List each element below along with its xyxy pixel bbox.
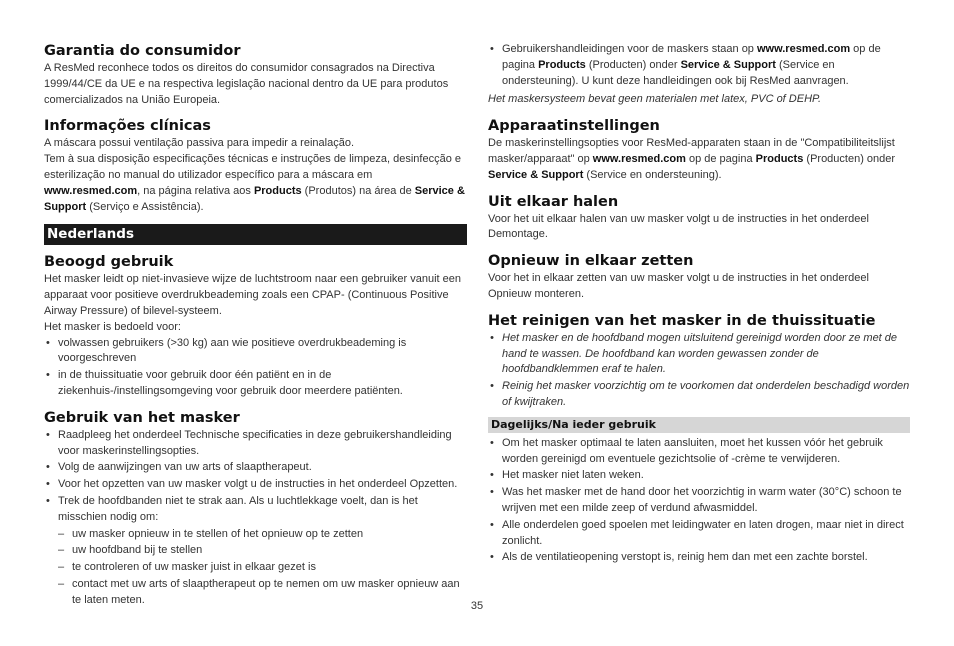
list-item: – uw hoofdband bij te stellen	[58, 544, 203, 557]
service-label: Service & Support	[680, 58, 776, 71]
products-label: Products	[253, 184, 302, 197]
heading-gebruik: Gebruik van het masker	[44, 409, 240, 426]
reinigen-list	[488, 436, 910, 566]
products-label: Products	[538, 58, 586, 71]
gebruik-list	[44, 428, 467, 526]
latex-note: Het maskersysteem bevat geen materialen met latex, PVC of DEHP.	[488, 93, 821, 106]
right-column	[488, 42, 910, 575]
list-item: • Het masker niet laten weken.	[490, 469, 644, 482]
reinigen-notes	[488, 331, 910, 411]
section-clinicas	[44, 117, 467, 215]
garantia-text: A ResMed reconhece todos os direitos do consumidor consagrados na Directiva 1999/44/CE da UE e na respectiva legislação nacional dentro da UE para produtos comercializados na União Europeia.	[44, 62, 449, 106]
left-column	[44, 42, 467, 618]
language-banner: Nederlands	[44, 224, 467, 245]
uitelkaar-text: Voor het uit elkaar halen van uw masker volgt u de instructies in het onderdeel Demontage.	[488, 212, 869, 241]
heading-opnieuw: Opnieuw in elkaar zetten	[488, 253, 694, 270]
section-opnieuw	[488, 252, 910, 303]
list-item: • Volg de aanwijzingen van uw arts of slaaptherapeut.	[46, 461, 312, 474]
list-item: • Reinig het masker voorzichtig om te voorkomen dat onderdelen beschadigd worden of kwijtraken.	[490, 380, 910, 408]
service-label: Service & Support	[44, 184, 465, 213]
list-item: • Voor het opzetten van uw masker volgt u de instructies in het onderdeel Opzetten.	[46, 478, 458, 491]
heading-clinicas: Informações clínicas	[44, 118, 211, 135]
list-item: • Raadpleeg het onderdeel Technische specificaties in deze gebruikershandleiding voor maskerinstellingsopties.	[46, 428, 452, 457]
heading-uitelkaar: Uit elkaar halen	[488, 193, 619, 210]
section-garantia	[44, 42, 467, 108]
daily-subheading: Dagelijks/Na ieder gebruik	[488, 417, 910, 433]
section-beoogd	[44, 253, 467, 399]
section-uitelkaar	[488, 193, 910, 244]
beoogd-intro: Het masker is bedoeld voor:	[44, 320, 181, 333]
heading-beoogd: Beoogd gebruik	[44, 254, 174, 271]
list-item: • Alle onderdelen goed spoelen met leidingwater en laten drogen, maar niet in direct zonlicht.	[490, 518, 904, 547]
gebruik-sublist	[44, 527, 467, 609]
apparaat-text: De maskerinstellingsopties voor ResMed-apparaten staan in de "Compatibiliteitslijst masker/apparaat" op www.resmed.com op de pagina Products (Producten) onder Service & Support (Service en ondersteuning).	[488, 137, 896, 181]
heading-apparaat: Apparaatinstellingen	[488, 118, 660, 135]
section-handleidingen	[488, 42, 910, 108]
beoogd-list	[44, 336, 467, 400]
list-item: • Om het masker optimaal te laten aansluiten, moet het kussen vóór het gebruik worden gereinigd om eventuele gezichtsolie of -crème te verwijderen.	[490, 436, 883, 465]
list-item: • Trek de hoofdbanden niet te strak aan. Als u luchtlekkage voelt, dan is het misschien nodig om:	[46, 494, 418, 523]
list-item: • Was het masker met de hand door het voorzichtig in warm water (30°C) schoon te wrijven met een milde zeep of verdund afwasmiddel.	[490, 486, 902, 514]
heading-garantia: Garantia do consumidor	[44, 43, 241, 59]
section-reinigen	[488, 312, 910, 566]
list-item: • in de thuissituatie voor gebruik door één patiënt en in de ziekenhuis-/instellingsomgeving voor gebruik door meerdere patiënten.	[46, 369, 403, 397]
page-number: 35	[470, 600, 484, 612]
list-item: • Gebruikershandleidingen voor de maskers staan op www.resmed.com op de pagina Products (Producten) onder Service & Support (Service en ondersteuning). U kunt deze handleidingen ook bij ResMed aanvragen.	[490, 43, 881, 87]
beoogd-text: Het masker leidt op niet-invasieve wijze de luchtstroom naar een gebruiker vanuit een apparaat voor positieve overdrukbeademing zoals een CPAP- (Continuous Positive Airway Pressure) of bilevel-systeem.	[44, 273, 461, 317]
list-item: • volwassen gebruikers (>30 kg) aan wie positieve overdrukbeademing is voorgeschreven	[46, 336, 407, 365]
clinicas-line2: Tem à sua disposição especificações técnicas e instruções de limpeza, desinfecção e esterilização no manual do utilizador específico para a máscara em www.resmed.com, na página relativa aos Products (Produtos) na área de Service & Support (Serviço e Assistência).	[44, 153, 465, 213]
list-item: – contact met uw arts of slaaptherapeut op te nemen om uw masker opnieuw aan te laten meten.	[58, 577, 460, 606]
list-item: • Het masker en de hoofdband mogen uitsluitend gereinigd worden door ze met de hand te wassen. De hoofdband kan worden gewassen zonder de hoofdbandklemmen eraf te halen.	[490, 331, 898, 376]
resmed-url: www.resmed.com	[44, 184, 138, 197]
section-gebruik	[44, 409, 467, 609]
clinicas-line1: A máscara possui ventilação passiva para impedir a reinalação.	[44, 137, 354, 150]
service-label: Service & Support	[488, 168, 584, 181]
section-apparaat	[488, 117, 910, 183]
list-item: – te controleren of uw masker juist in elkaar gezet is	[58, 561, 316, 574]
opnieuw-text: Voor het in elkaar zetten van uw masker volgt u de instructies in het onderdeel Opnieuw monteren.	[488, 272, 869, 300]
list-item: – uw masker opnieuw in te stellen of het opnieuw op te zetten	[58, 527, 364, 540]
resmed-url: www.resmed.com	[592, 152, 686, 165]
heading-reinigen: Het reinigen van het masker in de thuissituatie	[488, 312, 876, 329]
list-item: • Als de ventilatieopening verstopt is, reinig hem dan met een zachte borstel.	[490, 551, 868, 564]
handleidingen-list	[488, 42, 910, 89]
products-label: Products	[755, 152, 804, 165]
resmed-url: www.resmed.com	[756, 43, 851, 55]
